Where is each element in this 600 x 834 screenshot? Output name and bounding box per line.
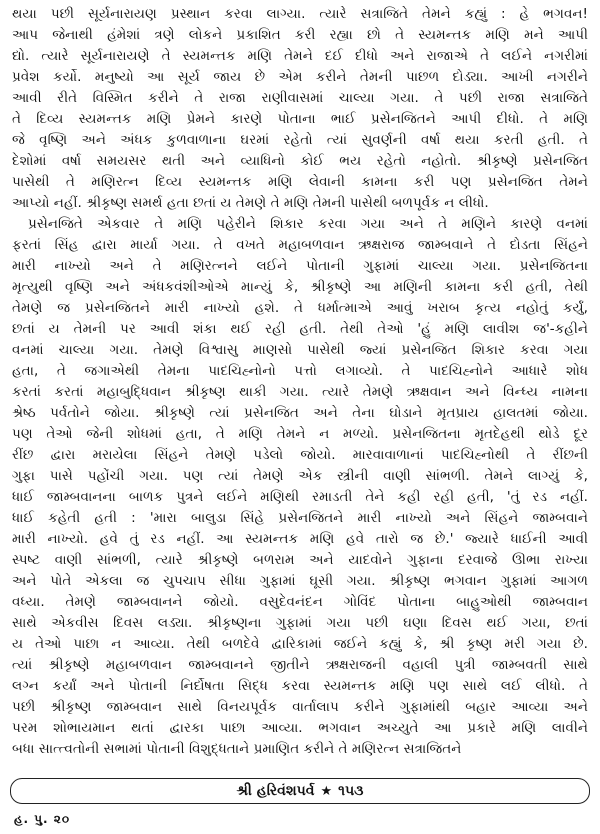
text-line: જે વૃષ્ણિ અને અંધક કુળવાળાના ઘરમાં રહેતો ત્યાં સુવર્ણની વર્ષા થયા કરતી હતી. તે — [12, 132, 588, 148]
text-line: છતાં ય તેમની પર આવી શંકા થઈ રહી હતી. તેથી તેઓ 'હું મણિ લાવીશ જ'-કહીને — [12, 321, 588, 337]
text-line: થયા પછી સૂર્યનારાયણ પ્રસ્થાન કરવા લાગ્યા. ત્યારે સત્રાજિતે તેમને કહ્યું : હે ભગવન! — [12, 6, 588, 22]
text-line: ધાઈ કહેતી હતી : 'મારા બાલુડા સિંહે પ્રસેનજિતને મારી નાખ્યો અને સિંહને જામ્બવાને — [12, 510, 588, 526]
page-footer — [10, 778, 590, 804]
text-line: સાથે એકવીસ દિવસ લડ્યા. શ્રીકૃષ્ણના ગુફામાં ગયા પછી ઘણા દિવસ થઈ ગયા, છતાં — [12, 615, 588, 631]
text-line: લગ્ન કર્યાં અને પોતાની નિર્દોષતા સિદ્ધ કરવા સ્યમન્તક મણિ પણ સાથે લઈ લીધો. તે — [12, 678, 588, 694]
text-line: પણ તેઓ જેની શોધમાં હતા, તે મણિ તેમને ન મળ્યો. પ્રસેનજિતના મૃતદેહથી થોડે દૂર — [12, 426, 588, 442]
page-body — [12, 4, 588, 774]
footer-title: શ્રી હરિવંશપર્વ — [236, 783, 315, 799]
text-line: હતા, તે જગાએથી તેમના પાદચિહ્નોનો પત્તો લગાવ્યો. તે પાદચિહ્નોને આધારે શોધ — [12, 363, 588, 379]
text-line: તેમણે જ પ્રસેનજિતને મારી નાખ્યો હશે. તે ધર્માત્માએ આવું ખરાબ કૃત્ય નહોતું કર્યું, — [12, 300, 588, 316]
text-line: દેશોમાં વર્ષા સમયસર થતી અને વ્યાધિનો કોઈ ભય રહેતો નહોતો. શ્રીકૃષ્ણે પ્રસેનજિત — [12, 153, 588, 169]
text-line: વધ્યા. તેમણે જામ્બવાનને જોયો. વસુદેવનંદન ગોવિંદ પોતાના બાહુઓથી જામ્બવાન — [12, 594, 588, 610]
signature-mark: હ. પુ. ૨૦ — [14, 812, 71, 826]
text-line: પ્રસેનજિતે એકવાર તે મણિ પહેરીને શિકાર કરવા ગયા અને તે મણિને કારણે વનમાં — [28, 216, 588, 232]
text-line: આપ જેનાથી હંમેશાં ત્રણે લોકને પ્રકાશિત કરી રહ્યા છો તે સ્યમન્તક મણિ મને આપી — [12, 27, 588, 43]
text-line: મૃત્યુથી વૃષ્ણિ અને અંધકવંશીઓએ માન્યું કે, શ્રીકૃષ્ણે આ મણિની કામના કરી હતી, તેથી — [12, 279, 588, 295]
text-container — [12, 4, 588, 760]
text-line: કરતાં કરતાં મહાબુદ્ધિવાન શ્રીકૃષ્ણ થાકી ગયા. ત્યારે તેમણે ઋક્ષવાન અને વિન્ધ્ય નામના — [12, 384, 588, 400]
text-line: ય તેઓ પાછા ન આવ્યા. તેથી બળદેવે દ્વારિકામાં જઈને કહ્યું કે, શ્રી કૃષ્ણ મરી ગયા છે. — [12, 636, 588, 652]
text-line: સ્પષ્ટ વાણી સાંભળી, ત્યારે શ્રીકૃષ્ણે બળરામ અને યાદવોને ગુફાના દરવાજે ઊભા રાખ્યા — [12, 552, 588, 568]
text-line: મારી નાખ્યો. હવે તું રડ નહીં. આ સ્યમન્તક મણિ હવે તારો જ છે.' જ્યારે ધાઈની આવી — [12, 531, 588, 547]
star-icon: ★ — [320, 783, 333, 799]
text-line: ગુફા પાસે પહોંચી ગયા. પણ ત્યાં તેમણે એક સ્ત્રીની વાણી સાંભળી. તેમને લાગ્યું કે, — [12, 468, 588, 484]
text-line: ધાઈ જામ્બવાનના બાળક પુત્રને લઈને મણિથી રમાડતી તેને કહી રહી હતી, 'તું રડ નહીં. — [12, 489, 588, 505]
text-line: પાસેથી તે મણિરત્ન દિવ્ય સ્યમન્તક મણિ લેવાની કામના કરી પણ પ્રસેનજિત તેમને — [12, 174, 588, 190]
text-line: બધા સાત્ત્વતોની સભામાં પોતાની વિશુદ્ધતાને પ્રમાણિત કરીને તે મણિરત્ન સત્રાજિતને — [12, 741, 462, 757]
text-line: ફરતાં સિંહ દ્વારા માર્યા ગયા. તે વખતે મહાબળવાન ઋક્ષરાજ જામ્બવાને તે દોડતા સિંહને — [12, 237, 588, 253]
text-line: પછી શ્રીકૃષ્ણ જામ્બવાન સાથે વિનયપૂર્વક વાર્તાલાપ કરીને ગુફામાંથી બહાર આવ્યા અને — [12, 699, 588, 715]
text-line: પ્રવેશ કર્યો. મનુષ્યો આ સૂર્ય જાય છે એમ કરીને તેમની પાછળ દોડ્યા. આખી નગરીને — [12, 69, 588, 85]
text-line: આવી રીતે વિસ્મિત કરીને તે રાજા રાણીવાસમાં ચાલ્યા ગયા. તે પછી રાજા સત્રાજિતે — [12, 90, 588, 106]
text-line: પરમ શોભાયમાન થતાં દ્વારકા પાછા આવ્યા. ભગવાન અચ્યુતે આ પ્રકારે મણિ લાવીને — [12, 720, 588, 736]
text-line: તે દિવ્ય સ્યમન્તક મણિ પ્રેમને કારણે પોતાના ભાઈ પ્રસેનજિતને આપી દીધો. તે મણિ — [12, 111, 588, 127]
text-line: મારી નાખ્યો અને તે મણિરત્નને લઈને પોતાની ગુફામાં ચાલ્યા ગયા. પ્રસેનજિતના — [12, 258, 588, 274]
text-line: અને પોતે એકલા જ ચુપચાપ સીધા ગુફામાં ઘૂસી ગયા. શ્રીકૃષ્ણ ભગવાન ગુફામાં આગળ — [12, 573, 588, 589]
text-line: આપ્યો નહીં. શ્રીકૃષ્ણ સમર્થ હતા છતાં ય તેમણે તે મણિ તેમની પાસેથી બળપૂર્વક ન લીધો. — [12, 195, 489, 211]
text-line: વનમાં ચાલ્યા ગયા. તેમણે વિશ્વાસુ માણસો પાસેથી જ્યાં પ્રસેનજિત શિકાર કરવા ગયા — [12, 342, 588, 358]
page-number: ૧૫૩ — [338, 783, 364, 799]
text-line: દ્યો. ત્યારે સૂર્યનારાયણે તે સ્યમન્તક મણિ તેમને દઈ દીધો અને રાજાએ તે લઈને નગરીમાં — [12, 48, 588, 64]
text-line: શ્રેષ્ઠ પર્વતોને જોયા. શ્રીકૃષ્ણે ત્યાં પ્રસેનજિત અને તેના ઘોડાને મૃતપ્રાય હાલતમાં જોયા. — [12, 405, 588, 421]
text-line: ત્યાં શ્રીકૃષ્ણે મહાબળવાન જામ્બવાનને જીતીને ઋક્ષરાજની વહાલી પુત્રી જામ્બવતી સાથે — [12, 657, 588, 673]
text-line: રીંછ દ્વારા મરાયેલા સિંહને તેમણે પડેલો જોયો. મારવાવાળાનાં પાદચિહ્નોથી તે રીંછની — [12, 447, 588, 463]
